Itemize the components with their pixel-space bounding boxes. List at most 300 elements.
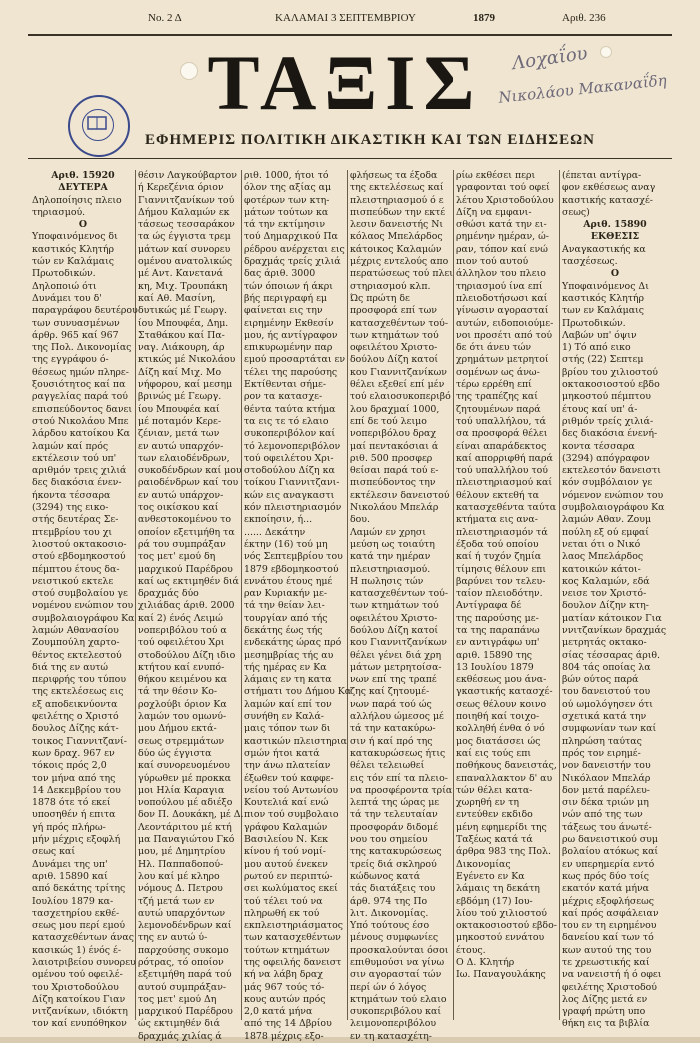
text-line: εκπλειστηριάσματος: [244, 920, 343, 932]
text-line: ήκοντα τέσσαρα: [32, 489, 111, 501]
text-line: μαρχικού Παρέδρου: [138, 1006, 233, 1018]
text-line: θέλει τελειωθεί: [350, 760, 425, 772]
text-line: πλειστηριασμού.: [350, 563, 431, 575]
text-line: τον καί ενυπόθηκον: [32, 1018, 127, 1030]
text-line: στής (22) Σεπτεμ: [562, 354, 644, 366]
text-line: ποθήκους δανειστάς,: [456, 760, 557, 772]
text-line: ίου Μπουφέα καί: [138, 403, 220, 415]
text-line: εν αυτώ υπαρχόν-: [138, 440, 224, 452]
text-line: ζένιαν, μετά των: [138, 428, 220, 440]
text-line: τέλει της παρούσης: [244, 366, 338, 378]
text-line: τοικος Γιαννιτζανί-: [32, 735, 127, 747]
newspaper-title: ΤΑΞΙΣ: [207, 39, 483, 126]
text-line: εκτελεστόν δανειστι: [562, 465, 661, 477]
text-line: λαμών Αθανασίου: [32, 624, 119, 636]
text-line: κτικώς μέ Νικολάου: [138, 354, 236, 366]
text-line: πλειοδοτήσωσι καί: [456, 292, 548, 304]
text-line: νοι προσέτι από τού: [456, 329, 553, 341]
text-line: λειμονοπεριβόλου: [350, 1018, 437, 1030]
text-line: τού οφειλέτου Χρι-: [244, 452, 334, 464]
text-line: (3294) της εικο-: [32, 502, 109, 514]
text-line: ίου Μπουφέα, Δημ.: [138, 317, 229, 329]
text-line: φον εκθέσεως αναγ: [562, 182, 656, 194]
text-line: μέχρις εξοφλήσεως: [562, 895, 654, 907]
text-line: στού Νικολάου Μπε: [32, 415, 129, 427]
text-line: οκτακοσιοστού εβδο-: [456, 920, 557, 932]
text-line: ρέδρου ανέρχεται εις: [244, 243, 345, 255]
text-line: Δήμου Καλαμών εκ: [138, 206, 230, 218]
text-line: δες διακόσια ένεν-: [32, 477, 122, 489]
text-line: προσφοράν διδομέ: [350, 821, 439, 833]
text-line: νήφορου, καί μεσημ: [138, 379, 233, 391]
text-line: Ώς πρώτη δε: [350, 292, 410, 304]
text-line: Λαβών υπ' όψιν: [562, 329, 637, 341]
text-line: σθώσι κατά την ει-: [456, 219, 547, 231]
text-line: κτήτου καί ενυπό-: [138, 661, 225, 673]
text-line: οφειλέτου Χριστο-: [350, 342, 438, 354]
text-line: νου του σημείου: [350, 834, 428, 846]
text-line: έξοδα τού οποίου: [456, 538, 539, 550]
text-line: βρινώς μέ Γεωργ.: [138, 391, 222, 403]
text-line: μου Δήμου εκτά-: [138, 723, 217, 735]
subtitle-rule: [28, 158, 672, 159]
text-line: προσφορά επί των: [350, 305, 437, 317]
text-line: Ζουμπούλη χαρτο-: [32, 637, 120, 649]
text-line: τών θέλει κατα-: [456, 784, 533, 796]
text-line: θήκη εις τα βιβλία: [562, 1018, 650, 1030]
text-line: ραγγελίας παρά τού: [32, 391, 128, 403]
text-line: τάσεως τεσσαράκον: [138, 219, 235, 231]
text-line: τος μετ' εμού δη: [138, 551, 216, 563]
text-line: τα ώς έγγιστα τρεμ: [138, 231, 231, 243]
text-line: δραχμάς δύο: [138, 588, 199, 600]
text-line: εμού προσαρτάται εν: [244, 354, 346, 366]
text-line: των συνυασμένων: [32, 317, 120, 329]
text-line: λάμαις εν τη κατα: [244, 674, 332, 686]
text-line: λαμών καί επί τον: [244, 698, 332, 710]
text-line: καί 2) ένός Λειμώ: [138, 612, 223, 624]
text-line: Υποφαινόμενος Δι: [562, 280, 649, 292]
text-line: κών εις αναγκαστι: [244, 489, 335, 501]
text-line: Ηλ. Παππαδοπού-: [138, 858, 224, 870]
text-line: Υποφαινόμενος δι: [32, 231, 118, 243]
text-line: τέρω ερρέθη επί: [456, 379, 532, 391]
text-line: μαις τόπον των δι: [244, 723, 331, 735]
text-line: την άνω πλατείαν: [244, 760, 331, 772]
text-line: των εν Καλάμαις: [562, 305, 645, 317]
text-line: ώς εκτιμηθέν διά: [138, 1018, 220, 1030]
text-line: επιθυμούσι να γίνω: [350, 957, 445, 968]
text-line: λαμών του ομωνύ-: [138, 711, 227, 723]
text-line: 1) Τό από εικο: [562, 342, 631, 354]
text-line: μέ ποταμόν Κερε-: [138, 415, 222, 427]
text-line: έξωθεν τού καφφε-: [244, 772, 334, 784]
text-line: (3294) απόγραφον: [562, 452, 650, 464]
text-line: επικυρωμένην παρ: [244, 342, 333, 354]
text-line: καί πρός ασφάλειαν: [562, 907, 659, 919]
text-line: δου.: [350, 514, 370, 526]
text-line: της εκτελέσεως καί: [350, 182, 444, 194]
text-line: μαί πεντακόσιαι ά: [350, 440, 439, 452]
text-line: ροχλούβι όριον Κα: [138, 698, 227, 710]
text-line: ρωτού εν περιπτώ-: [244, 870, 333, 882]
text-line: τού υπαλλήλου, τά: [456, 415, 546, 427]
text-line: νοπεριβόλου δραχ: [350, 428, 437, 440]
text-line: οφειλέτου Χριστο-: [350, 612, 438, 624]
text-line: σιν δέκα τριών μη: [562, 797, 649, 809]
text-line: σίας τέσσαρας άριθ.: [562, 649, 661, 661]
text-line: ζης καί ζητουμέ-: [350, 686, 430, 698]
text-line: δον Π. Δουκάκη, μέ Δ.: [138, 809, 244, 821]
text-line: του Χριστοδούλου: [32, 981, 119, 993]
text-line: Αναγκαστικής κα: [562, 243, 646, 255]
text-line: Η πωλησις τών: [350, 575, 424, 587]
text-line: ειρημένην Εκθεσίν: [244, 317, 334, 329]
text-line: εν υπερημερία εντό: [562, 858, 655, 870]
text-line: συμφωνίαν των καί: [562, 723, 657, 735]
text-line: της τραπέζης καί: [456, 391, 538, 403]
text-line: μοι Ηλία Καραγια: [138, 784, 225, 796]
text-line: βρίου του χιλιοστού: [562, 366, 658, 378]
text-line: κου Γιαννιτζανίκων: [350, 366, 447, 378]
text-line: μηκοστού πέμπτου: [562, 391, 651, 403]
text-line: σιν αγορασταί τών: [350, 969, 442, 981]
text-line: έκτην (16) τού μη: [244, 538, 328, 550]
text-line: τής ημέρας εν Κα: [244, 661, 327, 673]
text-line: βαρύνει τον τελευ-: [456, 575, 546, 587]
text-line: κόλαος Μπελάρδος: [350, 231, 443, 243]
text-line: νιτζανίκων, ιδιόκτη: [32, 1006, 128, 1018]
text-line: νεισε τον Χριστό-: [562, 588, 647, 600]
text-line: κολληθή ένθα ό νό: [456, 723, 545, 735]
text-line: του δανειστού του: [562, 686, 651, 698]
text-line: κασικώς 1) ένός έ-: [32, 944, 122, 956]
text-line: περί ών ό λόγος: [350, 981, 427, 993]
text-line: (έπεται αντίγρα-: [562, 170, 642, 181]
text-line: τού οφειλέτου Χρι: [138, 637, 225, 649]
text-line: στής δευτέρας Σε-: [32, 514, 119, 526]
text-line: Ιουλίου 1879 κα-: [32, 895, 114, 907]
text-line: Αριθ. 15920: [51, 170, 115, 181]
text-line: μου, ής αντίγραφον: [244, 329, 338, 341]
text-line: χιλιάδας άριθ. 2000: [138, 600, 235, 612]
text-line: τούτων κτημάτων: [244, 944, 330, 956]
text-line: βών ούτος παρά: [562, 674, 639, 686]
text-line: αριθ. 15890 καί: [32, 870, 108, 882]
text-line: τό λεμονοπεριβόλον: [244, 440, 341, 452]
text-line: συκοδένδρων καί μου: [138, 465, 242, 477]
handwritten-note-line2: Νικολάου Μακαναΐδη: [497, 71, 668, 107]
text-line: κους αυτών πρός: [244, 993, 326, 1005]
text-line: οκτακοσιοστού εβδο: [562, 379, 660, 391]
text-line: θέλουν εκτεθή τα: [456, 489, 539, 501]
text-line: εκτέλεσιν δανειστού: [350, 489, 450, 501]
text-line: περιφρής του τύπου: [32, 674, 127, 686]
handwritten-note-line1: Λοχαΐου: [510, 42, 589, 75]
text-line: Αντίγραφα δέ: [456, 600, 522, 612]
column-3: [244, 170, 352, 1042]
text-line: πιον τού συμβολαιο: [244, 809, 339, 821]
text-line: μέχρις εντελούς απο: [350, 256, 449, 268]
text-line: μου αυτού ένεκεν: [244, 858, 328, 870]
text-line: Ο: [610, 268, 620, 280]
text-line: κος Καλαμών, εδά: [562, 575, 650, 587]
text-line: ρότρας, τό οποίον: [138, 957, 224, 968]
text-line: κόν συμβόλαιον γε: [562, 477, 653, 489]
text-line: γκαστικής κατασχέ-: [456, 686, 553, 698]
text-line: της Πολ. Δικονομίας: [32, 342, 132, 354]
text-line: της εκτελέσεως εις: [32, 686, 124, 698]
text-line: λίου τού χιλιοστού: [456, 907, 547, 919]
text-line: νων επί της τραπέ: [350, 674, 437, 686]
text-line: άρθ. 974 της Πο: [350, 895, 428, 907]
text-line: θέλει εξεθεί επί μέν: [350, 379, 445, 391]
text-line: τά την θείαν λει-: [244, 600, 325, 612]
text-line: θέντα ταύτα κτήμα: [244, 403, 336, 415]
text-line: ριθμόν τρείς χιλιά-: [562, 415, 654, 427]
text-line: κατακυρώσεως ήτις: [350, 747, 446, 759]
text-line: ή Κερεζένια όριον: [138, 182, 224, 194]
paper-damage-hole: [180, 62, 198, 80]
text-line: σει κωλύματος εκεί: [244, 883, 338, 895]
text-line: ΕΚΘΕΣΙΣ: [590, 231, 640, 243]
text-line: φειλέτης Χριστοδού: [562, 981, 658, 993]
text-line: ομένου τού οφειλέ-: [32, 969, 123, 981]
text-line: γραφή πρώτη υπο: [562, 1006, 646, 1018]
text-line: σεως θέλουν κοινο: [456, 698, 547, 710]
text-line: τος μετ' εμού Δη: [138, 993, 217, 1005]
text-line: λέτου Χριστοδούλου: [456, 194, 554, 206]
text-line: της οφειλής δανειστ: [244, 957, 342, 968]
text-line: κή να λάβη δραχ: [244, 969, 323, 981]
text-line: πισπεύδοντος την: [350, 477, 436, 489]
text-line: μα Παναγιώτου Γκό: [138, 834, 235, 846]
text-line: πληρωθή εκ τού: [244, 907, 320, 919]
text-line: φοτέρων των κτη-: [244, 194, 330, 206]
year: 1879: [473, 12, 495, 24]
text-line: τασχετηρίου εκθέ-: [32, 907, 120, 919]
text-line: εκθέσεως μου άνα-: [456, 674, 547, 686]
text-line: θέσιν Λαγκούβαρτον: [138, 170, 237, 181]
text-line: γραφονται τού οφεί: [456, 182, 550, 194]
text-line: τος οικίσκου καί: [138, 502, 219, 514]
text-line: δούλου Δίζη κατοί: [350, 624, 439, 636]
text-line: λεμονοδένδρων καί: [138, 920, 232, 932]
text-line: εν αντιγράφω υπ': [456, 637, 540, 649]
text-line: δεκάτης έως τής: [244, 624, 323, 636]
text-line: ραν Κυριακήν με-: [244, 588, 328, 600]
text-line: λάμαις τη δεκάτη: [456, 883, 540, 895]
text-line: νειστικού εκτελε: [32, 575, 114, 587]
masthead-top-line: [30, 12, 670, 30]
text-line: κατά την ημέραν: [350, 551, 431, 563]
text-line: λαιοτριβείου συνορευ: [32, 957, 136, 968]
issue-count: Αριθ. 236: [562, 12, 606, 24]
text-line: 1878 ότε τό εκεί: [32, 797, 111, 809]
text-line: Νικόλαον Μπελάρ: [562, 772, 651, 784]
text-line: ναγ. Λιάκουρη, άρ: [138, 342, 225, 354]
text-line: κόν πλειστηριασμόν: [244, 502, 342, 514]
text-line: δανείου καί των τό: [562, 932, 654, 944]
text-line: ομένου ανατολικώς: [138, 256, 233, 268]
text-line: καστικός Κλητήρ: [32, 243, 115, 255]
text-line: καί απορριφθή παρά: [456, 452, 553, 464]
text-line: ριθ. 1000, ήτοι τό: [244, 170, 329, 181]
text-line: νον δανειστήν του: [562, 760, 651, 772]
text-line: άλληλον του πλειο: [456, 268, 546, 280]
text-line: νόμενον ενώπιον του: [562, 489, 664, 501]
text-line: σιν ή καί πρό της: [350, 735, 433, 747]
text-line: κοντα τέσσαρα: [562, 440, 635, 452]
text-line: Δυνάμει της υπ': [32, 858, 108, 870]
text-line: μένους συμφωνίες: [350, 932, 439, 944]
text-line: της εν αυτώ ύ-: [138, 932, 208, 944]
text-line: νεται ότι ο Νικό: [562, 538, 641, 550]
text-line: εξ αποδεικνύοντα: [32, 698, 118, 710]
text-line: εκποίησιν, ή...: [244, 514, 313, 526]
text-line: καί ή τυχόν ζημία: [456, 551, 542, 563]
text-line: τρείς διά σκληρού: [350, 858, 437, 870]
text-line: άρθρ. 965 καί 967: [32, 329, 119, 341]
text-line: κων αυτού της του: [562, 944, 652, 956]
paper-damage-hole: [600, 46, 612, 58]
text-line: μήν μέχρις εξοφλή: [32, 834, 121, 846]
text-line: τάξεως του άνωτέ-: [562, 821, 652, 833]
text-line: από δεκάτης τρίτης: [32, 883, 126, 895]
text-line: τά την κατακύρω-: [350, 723, 436, 735]
text-line: Ταξέως κατά τά: [456, 834, 533, 846]
text-line: μου, μέ Δημητρίου: [138, 846, 226, 858]
text-line: σομένων ως άνω-: [456, 366, 540, 378]
text-line: θέσεως ημών πληρε-: [32, 366, 129, 378]
text-line: φλήσεως τα έξοδα: [350, 170, 438, 181]
text-line: μηκοστού εννάτου: [456, 932, 545, 944]
text-line: ρίω εκθέσει περι: [456, 170, 536, 181]
text-line: ρον τα κατασχε-: [244, 391, 323, 403]
text-line: κατασχεθέντα ταύτα: [456, 502, 557, 514]
newspaper-subtitle: ΕΦΗΜΕΡΙΣ ΠΟΛΙΤΙΚΗ ΔΙΚΑΣΤΙΚΗ ΚΑΙ ΤΩΝ ΕΙΔΗΣΕΩΝ: [145, 132, 595, 148]
text-line: Βασιλείου Ν. Κεκ: [244, 834, 328, 846]
text-line: συκοπεριβόλου καί: [350, 1006, 442, 1018]
text-line: κατοικών κάτοι-: [562, 563, 641, 575]
text-line: πληρώση ταύτας: [562, 735, 642, 747]
text-line: δε ότι άνευ τών: [456, 342, 532, 354]
text-line: θήκου κειμένου κα: [138, 674, 227, 686]
text-line: της κατακυρώσεως: [350, 846, 442, 858]
text-line: τίμησις θέλουν επι: [456, 563, 547, 575]
text-line: πλειστηριασμού καί: [456, 477, 553, 489]
text-line: στοδούλου Δίζη ιδιο: [138, 649, 236, 661]
text-line: Δηλοποίησις πλειο: [32, 194, 122, 206]
text-line: τε χρεωστικής καί: [562, 957, 650, 968]
text-line: νών από της των: [562, 809, 643, 821]
text-line: πλειστηριασμόν τά: [456, 526, 548, 538]
text-line: γύρωθεν μέ προκκα: [138, 772, 231, 784]
text-line: διά της εν αυτώ: [32, 661, 109, 673]
text-line: τουργίαν από τής: [244, 612, 328, 624]
text-line: της εγγράφου ό-: [32, 354, 109, 366]
text-line: τών εν Καλάμαις: [32, 256, 115, 268]
text-line: τάς διατάξεις του: [350, 883, 436, 895]
text-line: να νανειστή ή ό οφει: [562, 969, 662, 981]
text-line: λαμών Αθαν. Ζουμ: [562, 514, 652, 526]
text-line: κάτοικος Καλαμών: [350, 243, 442, 255]
text-line: στού εβδομηκοστού: [32, 551, 126, 563]
text-line: των ελαιοδένδρων,: [138, 452, 230, 464]
text-line: λαος Μπελάρδος: [562, 551, 644, 563]
text-line: Κουτελιά καί ενώ: [244, 797, 329, 809]
place-date: ΚΑΛΑΜΑΙ 3 ΣΕΠΤΕΜΒΡΙΟΥ: [275, 12, 416, 24]
text-line: τοίκου Γιαννιτζανι-: [244, 477, 340, 489]
text-line: καστικός Κλητήρ: [562, 292, 645, 304]
text-line: δουλος Δίζης κάτ-: [32, 723, 119, 735]
text-line: τζή μετά των εν: [138, 895, 215, 907]
text-line: κτημάτων τού ελαιο: [350, 993, 447, 1005]
text-line: πούλη εξ ού εμφαί: [562, 526, 649, 538]
text-line: πτεμβρίου του χι: [32, 526, 113, 538]
text-line: Ο Δ. Κλητήρ: [456, 957, 515, 968]
text-line: καί ως εκτιμηθέν διά: [138, 575, 239, 587]
text-line: ...... Δεκάτην: [244, 526, 306, 538]
text-line: νομένου ενώπιον του: [32, 600, 134, 612]
text-line: των κατασχεθέντων: [244, 932, 341, 944]
text-line: ματίαν κάτοικον Για: [562, 612, 662, 624]
text-line: θέλει γένει διά χρη: [350, 649, 442, 661]
text-line: γίνωσιν αγορασταί: [456, 305, 549, 317]
text-line: λου δραχμαί 1000,: [350, 403, 440, 415]
text-line: αριθμόν τρεις χιλιά: [32, 465, 127, 477]
text-line: καστικών πλειστηρια: [244, 735, 347, 747]
text-line: κατασχεθέντων άνας: [32, 932, 134, 944]
text-line: τού ελαιοσυκοπεριβό: [350, 391, 451, 403]
text-line: των κτημάτων τού: [350, 600, 439, 612]
text-line: περατώσεως τού πλει: [350, 268, 453, 280]
text-line: μένη εφημερίδι της: [456, 821, 547, 833]
text-line: δυτικώς μέ Γεωργ.: [138, 305, 227, 317]
text-line: λου καί μέ κληρο: [138, 870, 220, 882]
text-line: μαρχικού Παρέδρου: [138, 563, 233, 575]
text-line: σεως): [562, 206, 590, 218]
text-line: εντεύθεν εκδιδο: [456, 809, 533, 821]
text-line: τα της παραπάνω: [456, 624, 540, 636]
text-line: εις τόν επί τα πλειο-: [350, 772, 448, 784]
text-line: εννάτου έτους ημέ: [244, 575, 333, 587]
text-line: Εκτίθενται σήμε-: [244, 379, 327, 391]
text-line: 1879 εβδομηκοστού: [244, 563, 339, 575]
text-line: στού συμβολαίου γε: [32, 588, 128, 600]
text-line: φαίνεται εις την: [244, 305, 323, 317]
text-line: θείσαι παρά τού ε-: [350, 465, 439, 477]
text-line: μεύση ως τοιαύτη: [350, 538, 435, 550]
text-line: πισπεύδων την εκτέ: [350, 206, 446, 218]
text-line: βής περιγραφή εμ: [244, 292, 328, 304]
text-line: δύο ώς έγγιστα: [138, 747, 212, 759]
text-line: εν αυτώ υπάρχον-: [138, 489, 224, 501]
text-line: ταίον πλειοδότην.: [456, 588, 543, 600]
text-line: μάτων μετρητοίσα-: [350, 661, 442, 673]
text-line: εν τη κατασχέτη-: [350, 1030, 432, 1042]
text-line: δον μετά παρέλευ-: [562, 784, 650, 796]
text-line: όλον της αξίας αμ: [244, 182, 332, 194]
text-line: Ο: [78, 219, 88, 231]
text-line: αλλήλου ώμεσος μέ: [350, 711, 444, 723]
text-line: χωρηθή εν τη: [456, 797, 520, 809]
text-line: εξετιμήθη παρά τού: [138, 969, 232, 981]
text-line: Δίζη κατοίκου Γιαν: [32, 993, 126, 1005]
text-line: εκτέλεσιν τού υπ': [32, 452, 117, 464]
text-line: συμβολαιογράφου Κα: [32, 612, 135, 624]
text-line: υποσηθέν ή επιτα: [32, 809, 116, 821]
